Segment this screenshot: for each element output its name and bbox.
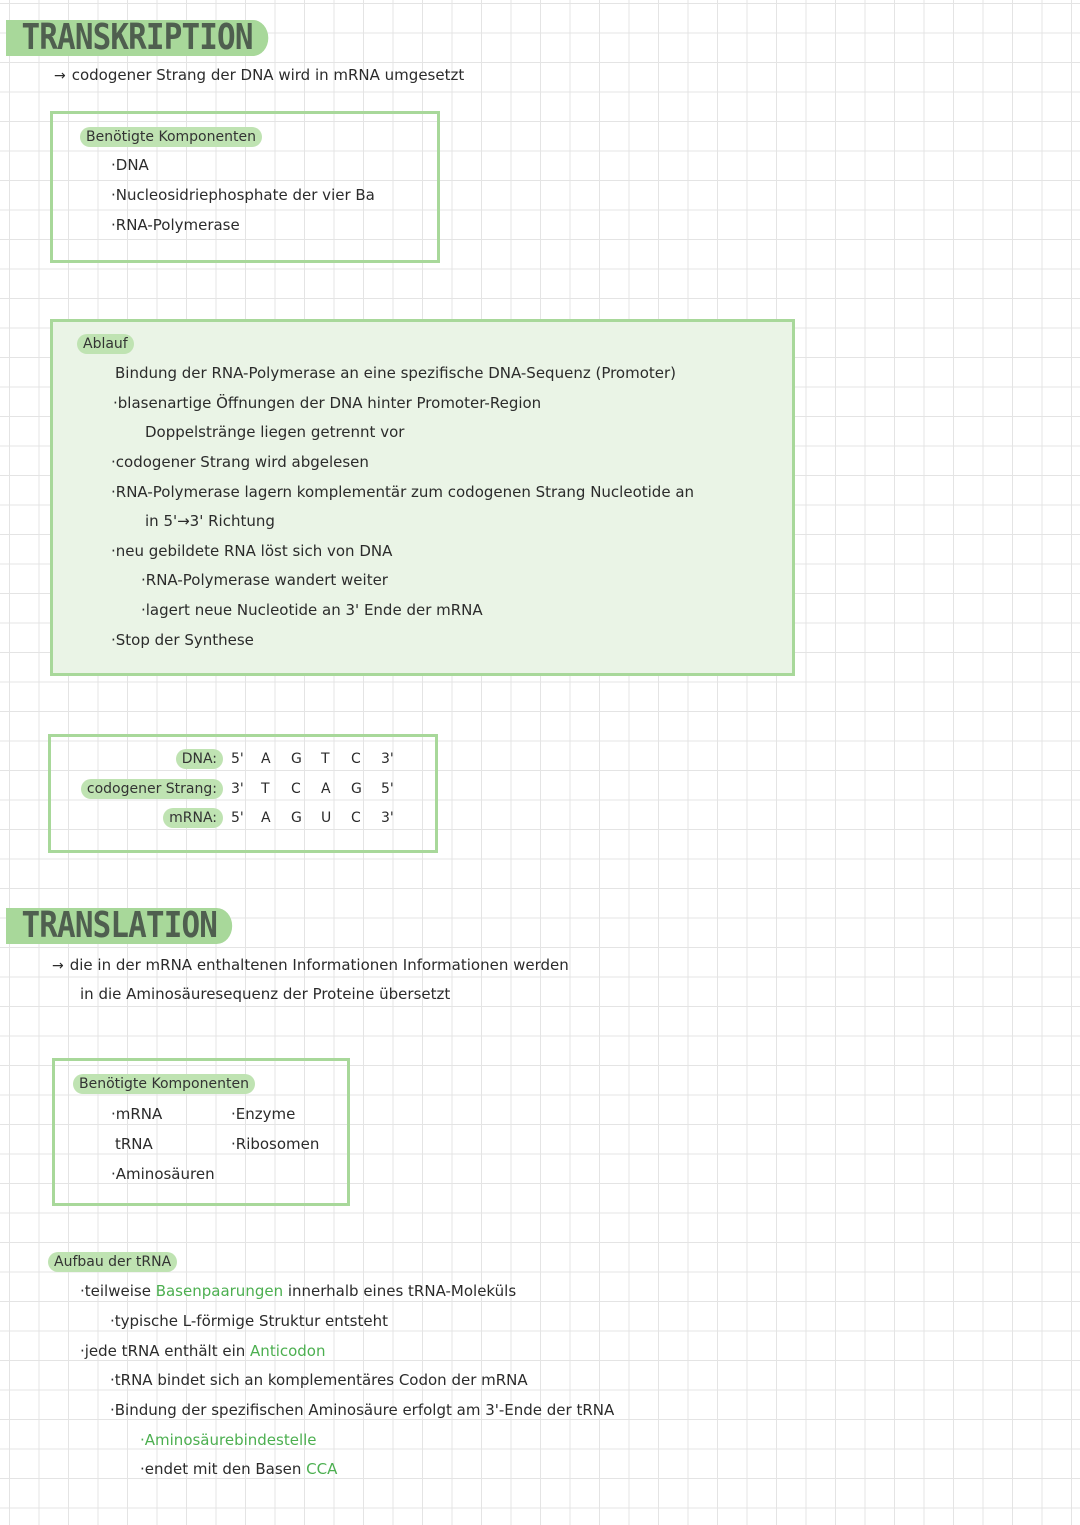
base-cell: 3' <box>381 810 394 826</box>
base-cell: A <box>261 751 271 767</box>
sequence-row-label: mRNA: <box>163 808 223 828</box>
process-step: Bindung der RNA-Polymerase an eine spezifische DNA-Sequenz (Promoter) <box>115 364 677 382</box>
component-item: ·RNA-Polymerase <box>111 216 240 234</box>
base-cell: T <box>261 781 270 797</box>
process-step: ·RNA-Polymerase lagern komplementär zum codogenen Strang Nucleotide an <box>111 483 695 501</box>
transcription-process-box <box>50 319 795 676</box>
base-cell: A <box>321 781 331 797</box>
process-step: ·codogener Strang wird abgelesen <box>111 453 369 471</box>
process-step: ·lagert neue Nucleotide an 3' Ende der mRNA <box>141 601 483 619</box>
trna-line: ·Bindung der spezifischen Aminosäure erfolgt am 3'-Ende der tRNA <box>110 1401 615 1419</box>
transcription-intro-text: codogener Strang der DNA wird in mRNA umgesetzt <box>71 66 465 84</box>
base-cell: G <box>351 781 362 797</box>
base-cell: G <box>291 810 302 826</box>
trna-keyword: Anticodon <box>250 1342 326 1360</box>
component-item: ·mRNA <box>111 1105 163 1123</box>
process-label: Ablauf <box>77 334 134 354</box>
arrow-right-icon: → <box>52 958 64 974</box>
process-step: in 5'→3' Richtung <box>145 512 275 530</box>
base-cell: C <box>351 810 361 826</box>
trna-line <box>80 1340 326 1362</box>
base-cell: C <box>291 781 301 797</box>
transcription-title: TRANSKRIPTION <box>6 20 268 56</box>
base-cell: 5' <box>231 810 244 826</box>
process-step: ·RNA-Polymerase wandert weiter <box>141 571 388 589</box>
component-item: ·DNA <box>111 156 149 174</box>
component-item: ·Enzyme <box>231 1105 296 1123</box>
base-cell: U <box>321 810 332 826</box>
trna-line <box>80 1280 516 1302</box>
process-step: ·Stop der Synthese <box>111 631 254 649</box>
process-step: ·neu gebildete RNA löst sich von DNA <box>111 542 393 560</box>
translation-title: TRANSLATION <box>6 908 233 944</box>
process-step: ·blasenartige Öffnungen der DNA hinter Promoter-Region <box>113 394 542 412</box>
translation-intro-text: die in der mRNA enthaltenen Informationen Informationen werden <box>69 956 569 974</box>
component-item: ·Ribosomen <box>231 1135 320 1153</box>
translation-components-box <box>52 1058 350 1206</box>
base-cell: G <box>291 751 302 767</box>
trna-line-text: ·jede tRNA enthält ein <box>80 1342 251 1360</box>
base-cell: A <box>261 810 271 826</box>
component-item: tRNA <box>115 1135 153 1153</box>
base-cell: T <box>321 751 330 767</box>
sequence-row-label: DNA: <box>176 749 223 769</box>
transcription-components-label: Benötigte Komponenten <box>80 127 262 147</box>
transcription-intro <box>54 64 464 87</box>
trna-keyword: CCA <box>306 1460 338 1478</box>
base-cell: 3' <box>381 751 394 767</box>
translation-intro-line2: in die Aminosäuresequenz der Proteine übersetzt <box>80 985 451 1003</box>
sequence-table-box <box>48 734 438 853</box>
translation-components-label: Benötigte Komponenten <box>73 1074 255 1094</box>
transcription-components-box <box>50 111 440 263</box>
base-cell: 3' <box>231 781 244 797</box>
trna-structure-label: Aufbau der tRNA <box>48 1252 177 1272</box>
base-cell: C <box>351 751 361 767</box>
arrow-right-icon: → <box>54 68 66 84</box>
component-item: ·Aminosäuren <box>111 1165 215 1183</box>
base-cell: 5' <box>381 781 394 797</box>
trna-line: ·typische L-förmige Struktur entsteht <box>110 1312 388 1330</box>
component-item: ·Nucleosidriephosphate der vier Ba <box>111 186 375 204</box>
trna-line-text: innerhalb eines tRNA-Moleküls <box>283 1282 517 1300</box>
trna-line-text: ·endet mit den Basen <box>140 1460 307 1478</box>
process-step: Doppelstränge liegen getrennt vor <box>145 423 405 441</box>
trna-line-text: ·teilweise <box>80 1282 156 1300</box>
trna-keyword: Basenpaarungen <box>155 1282 284 1300</box>
trna-line <box>140 1458 337 1480</box>
translation-intro-line1 <box>52 954 569 977</box>
trna-line: ·tRNA bindet sich an komplementäres Codon der mRNA <box>110 1371 528 1389</box>
base-cell: 5' <box>231 751 244 767</box>
sequence-row-label: codogener Strang: <box>81 779 223 799</box>
trna-line: ·Aminosäurebindestelle <box>140 1431 317 1449</box>
